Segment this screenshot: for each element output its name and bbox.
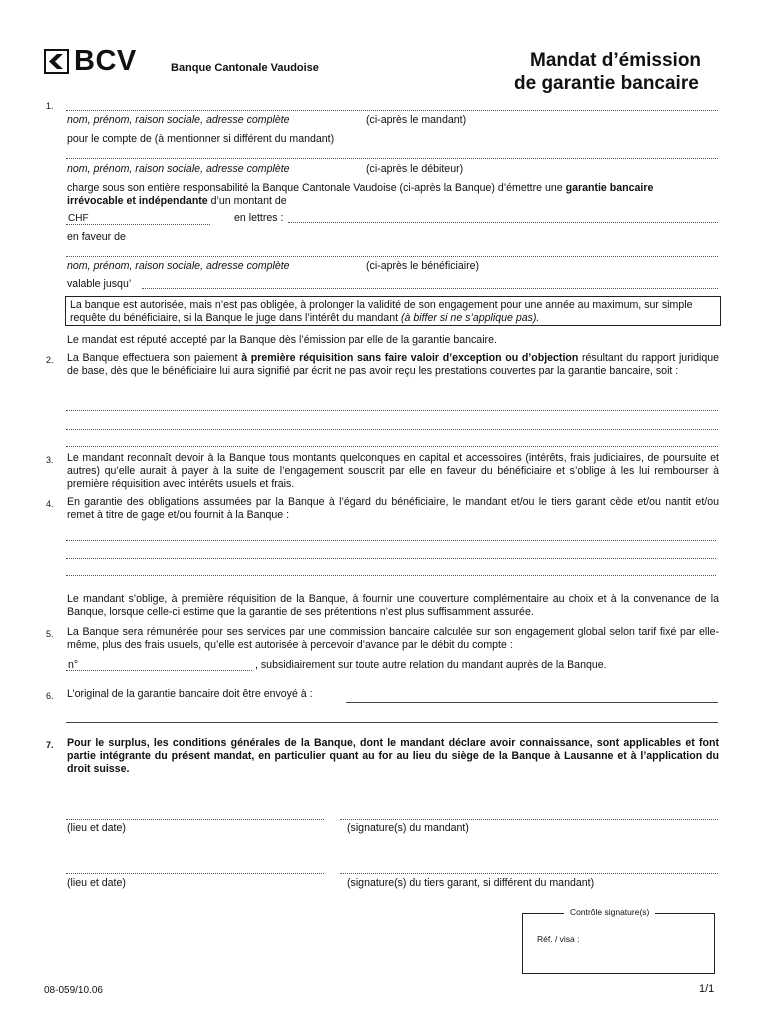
signature-tiers-label: (signature(s) du tiers garant, si différent du mandant) bbox=[347, 877, 595, 889]
valid-until-field[interactable] bbox=[146, 274, 718, 287]
place-date-line-2 bbox=[66, 873, 324, 874]
charge-text: charge sous son entière responsabilité la Banque Cantonale Vaudoise (ci-après la Banque) d’émettre une garantie bancaire irrévocable et indépendante d’un montant de bbox=[67, 182, 654, 208]
section-4-extra: Le mandant s’oblige, à première réquisition de la Banque, à fournir une couverture complémentaire au choix et à la convenance de la Banque, lorsque celle-ci estime que la garantie de ses prétentions n’est plus suffisamment assurée. bbox=[67, 593, 719, 619]
section-2-line-1 bbox=[66, 410, 718, 411]
section-3-number: 3. bbox=[46, 455, 54, 465]
beneficiaire-line bbox=[66, 256, 718, 257]
section-4-text: En garantie des obligations assumées par la Banque à l’égard du bénéficiaire, le mandant et/ou le tiers garant cède et/ou nantit et/ou remet à titre de gage et/ou fournit à la Banque : bbox=[67, 496, 719, 522]
signature-mandant-field[interactable] bbox=[340, 805, 718, 818]
valid-until-label: valable jusqu’ bbox=[67, 278, 132, 290]
section-7-number: 7. bbox=[46, 740, 54, 750]
section-3-text: Le mandant reconnaît devoir à la Banque tous montants quelconques en capital et accessoires (intérêts, frais judiciaires, de poursuite et autres) qu’elle aurait à payer à la suite de l’engagement souscrit par elle en faveur du bénéficiaire et s’oblige à les lui rembourser à première réquisition avec intérêts usuels et frais. bbox=[67, 452, 719, 491]
debiteur-label: nom, prénom, raison sociale, adresse complète bbox=[67, 163, 290, 175]
section-2-text: La Banque effectuera son paiement à première réquisition sans faire valoir d’exception ou d’objection résultant du rapport juridique de base, dès que le bénéficiaire lui aura signifié par écrit ne pas avoir reçu les prestations couvertes par la garantie bancaire, soit : bbox=[67, 352, 720, 378]
place-date-line-1 bbox=[66, 819, 324, 820]
bcv-logo bbox=[44, 45, 144, 77]
mandant-line bbox=[66, 110, 718, 111]
signature-mandant-label: (signature(s) du mandant) bbox=[347, 822, 469, 834]
section-4-line-2 bbox=[66, 558, 716, 559]
account-number-suffix: , subsidiairement sur toute autre relation du mandant auprès de la Banque. bbox=[255, 659, 607, 671]
signature-tiers-field[interactable] bbox=[340, 859, 718, 872]
place-date-label-2: (lieu et date) bbox=[67, 877, 126, 889]
document-title-line2: de garantie bancaire bbox=[514, 73, 699, 94]
account-number-field[interactable] bbox=[84, 656, 252, 669]
bcv-logo-mark-icon bbox=[44, 49, 69, 74]
form-code: 08-059/10.06 bbox=[44, 985, 103, 996]
send-to-line-2 bbox=[66, 722, 718, 723]
beneficiaire-field[interactable] bbox=[66, 243, 718, 256]
amount-line bbox=[66, 224, 210, 225]
accepted-text: Le mandat est réputé accepté par la Banque dès l’émission par elle de la garantie bancaire. bbox=[67, 334, 497, 346]
mandant-suffix: (ci-après le mandant) bbox=[366, 114, 467, 126]
section-2-line-2 bbox=[66, 429, 718, 430]
valid-until-line bbox=[142, 288, 718, 289]
amount-letters-field[interactable] bbox=[292, 208, 718, 221]
section-5-number: 5. bbox=[46, 629, 54, 639]
account-number-line bbox=[66, 670, 252, 671]
prolongation-box bbox=[65, 296, 721, 326]
mandant-field[interactable] bbox=[66, 97, 718, 110]
place-date-label-1: (lieu et date) bbox=[67, 822, 126, 834]
account-number-prefix: n° bbox=[68, 659, 79, 671]
letters-line bbox=[288, 222, 718, 223]
document-title-line1: Mandat d’émission bbox=[530, 50, 702, 71]
bank-name: Banque Cantonale Vaudoise bbox=[171, 62, 319, 74]
section-5-text: La Banque sera rémunérée pour ses services par une commission bancaire calculée sur son engagement global selon tarif fixé par elle-même, plus des frais usuels, qu’elle est autorisée à percevoir d’avance par le débit du compte : bbox=[67, 626, 719, 652]
send-to-field-2[interactable] bbox=[66, 708, 718, 721]
currency-label: CHF bbox=[68, 213, 89, 224]
beneficiaire-label: nom, prénom, raison sociale, adresse complète bbox=[67, 260, 290, 272]
logo-text: BCV bbox=[74, 45, 137, 77]
in-letters-label: en lettres : bbox=[234, 212, 284, 224]
account-line-text: pour le compte de (à mentionner si différent du mandant) bbox=[67, 133, 335, 145]
ref-visa-label: Réf. / visa : bbox=[537, 934, 580, 944]
section-1-number: 1. bbox=[46, 101, 54, 111]
debiteur-line bbox=[66, 158, 718, 159]
prolongation-text: La banque est autorisée, mais n’est pas obligée, à prolonger la validité de son engagement pour une année au maximum, sur simple requête du bénéficiaire, si la Banque le juge dans l’intérêt du mandant (à biffer si ne s’applique pas). bbox=[70, 299, 693, 325]
place-date-field-1[interactable] bbox=[66, 805, 324, 818]
signature-control-title: Contrôle signature(s) bbox=[564, 907, 655, 917]
section-6-text: L’original de la garantie bancaire doit être envoyé à : bbox=[67, 688, 313, 700]
section-2-line-3 bbox=[66, 446, 718, 447]
section-4-line-1 bbox=[66, 540, 716, 541]
section-4-line-3 bbox=[66, 575, 716, 576]
send-to-line-1 bbox=[346, 702, 718, 703]
place-date-field-2[interactable] bbox=[66, 859, 324, 872]
in-favour-label: en faveur de bbox=[67, 231, 126, 243]
debiteur-field[interactable] bbox=[66, 145, 718, 158]
signature-tiers-line bbox=[340, 873, 718, 874]
section-7-text: Pour le surplus, les conditions générales de la Banque, dont le mandant déclare avoir connaissance, sont applicables et font partie intégrante du présent mandat, en particulier quant au for au lieu du siège de la Banque à Lausanne et à l’application du droit suisse. bbox=[67, 737, 719, 776]
beneficiaire-suffix: (ci-après le bénéficiaire) bbox=[366, 260, 480, 272]
debiteur-suffix: (ci-après le débiteur) bbox=[366, 163, 464, 175]
section-2-number: 2. bbox=[46, 355, 54, 365]
amount-field[interactable] bbox=[92, 210, 210, 223]
page-number: 1/1 bbox=[699, 983, 715, 995]
section-4-number: 4. bbox=[46, 499, 54, 509]
section-2-field[interactable] bbox=[66, 397, 718, 410]
signature-mandant-line bbox=[340, 819, 718, 820]
mandant-label: nom, prénom, raison sociale, adresse complète bbox=[67, 114, 290, 126]
section-4-field[interactable] bbox=[66, 527, 716, 540]
send-to-field-1[interactable] bbox=[346, 688, 718, 701]
section-6-number: 6. bbox=[46, 691, 54, 701]
